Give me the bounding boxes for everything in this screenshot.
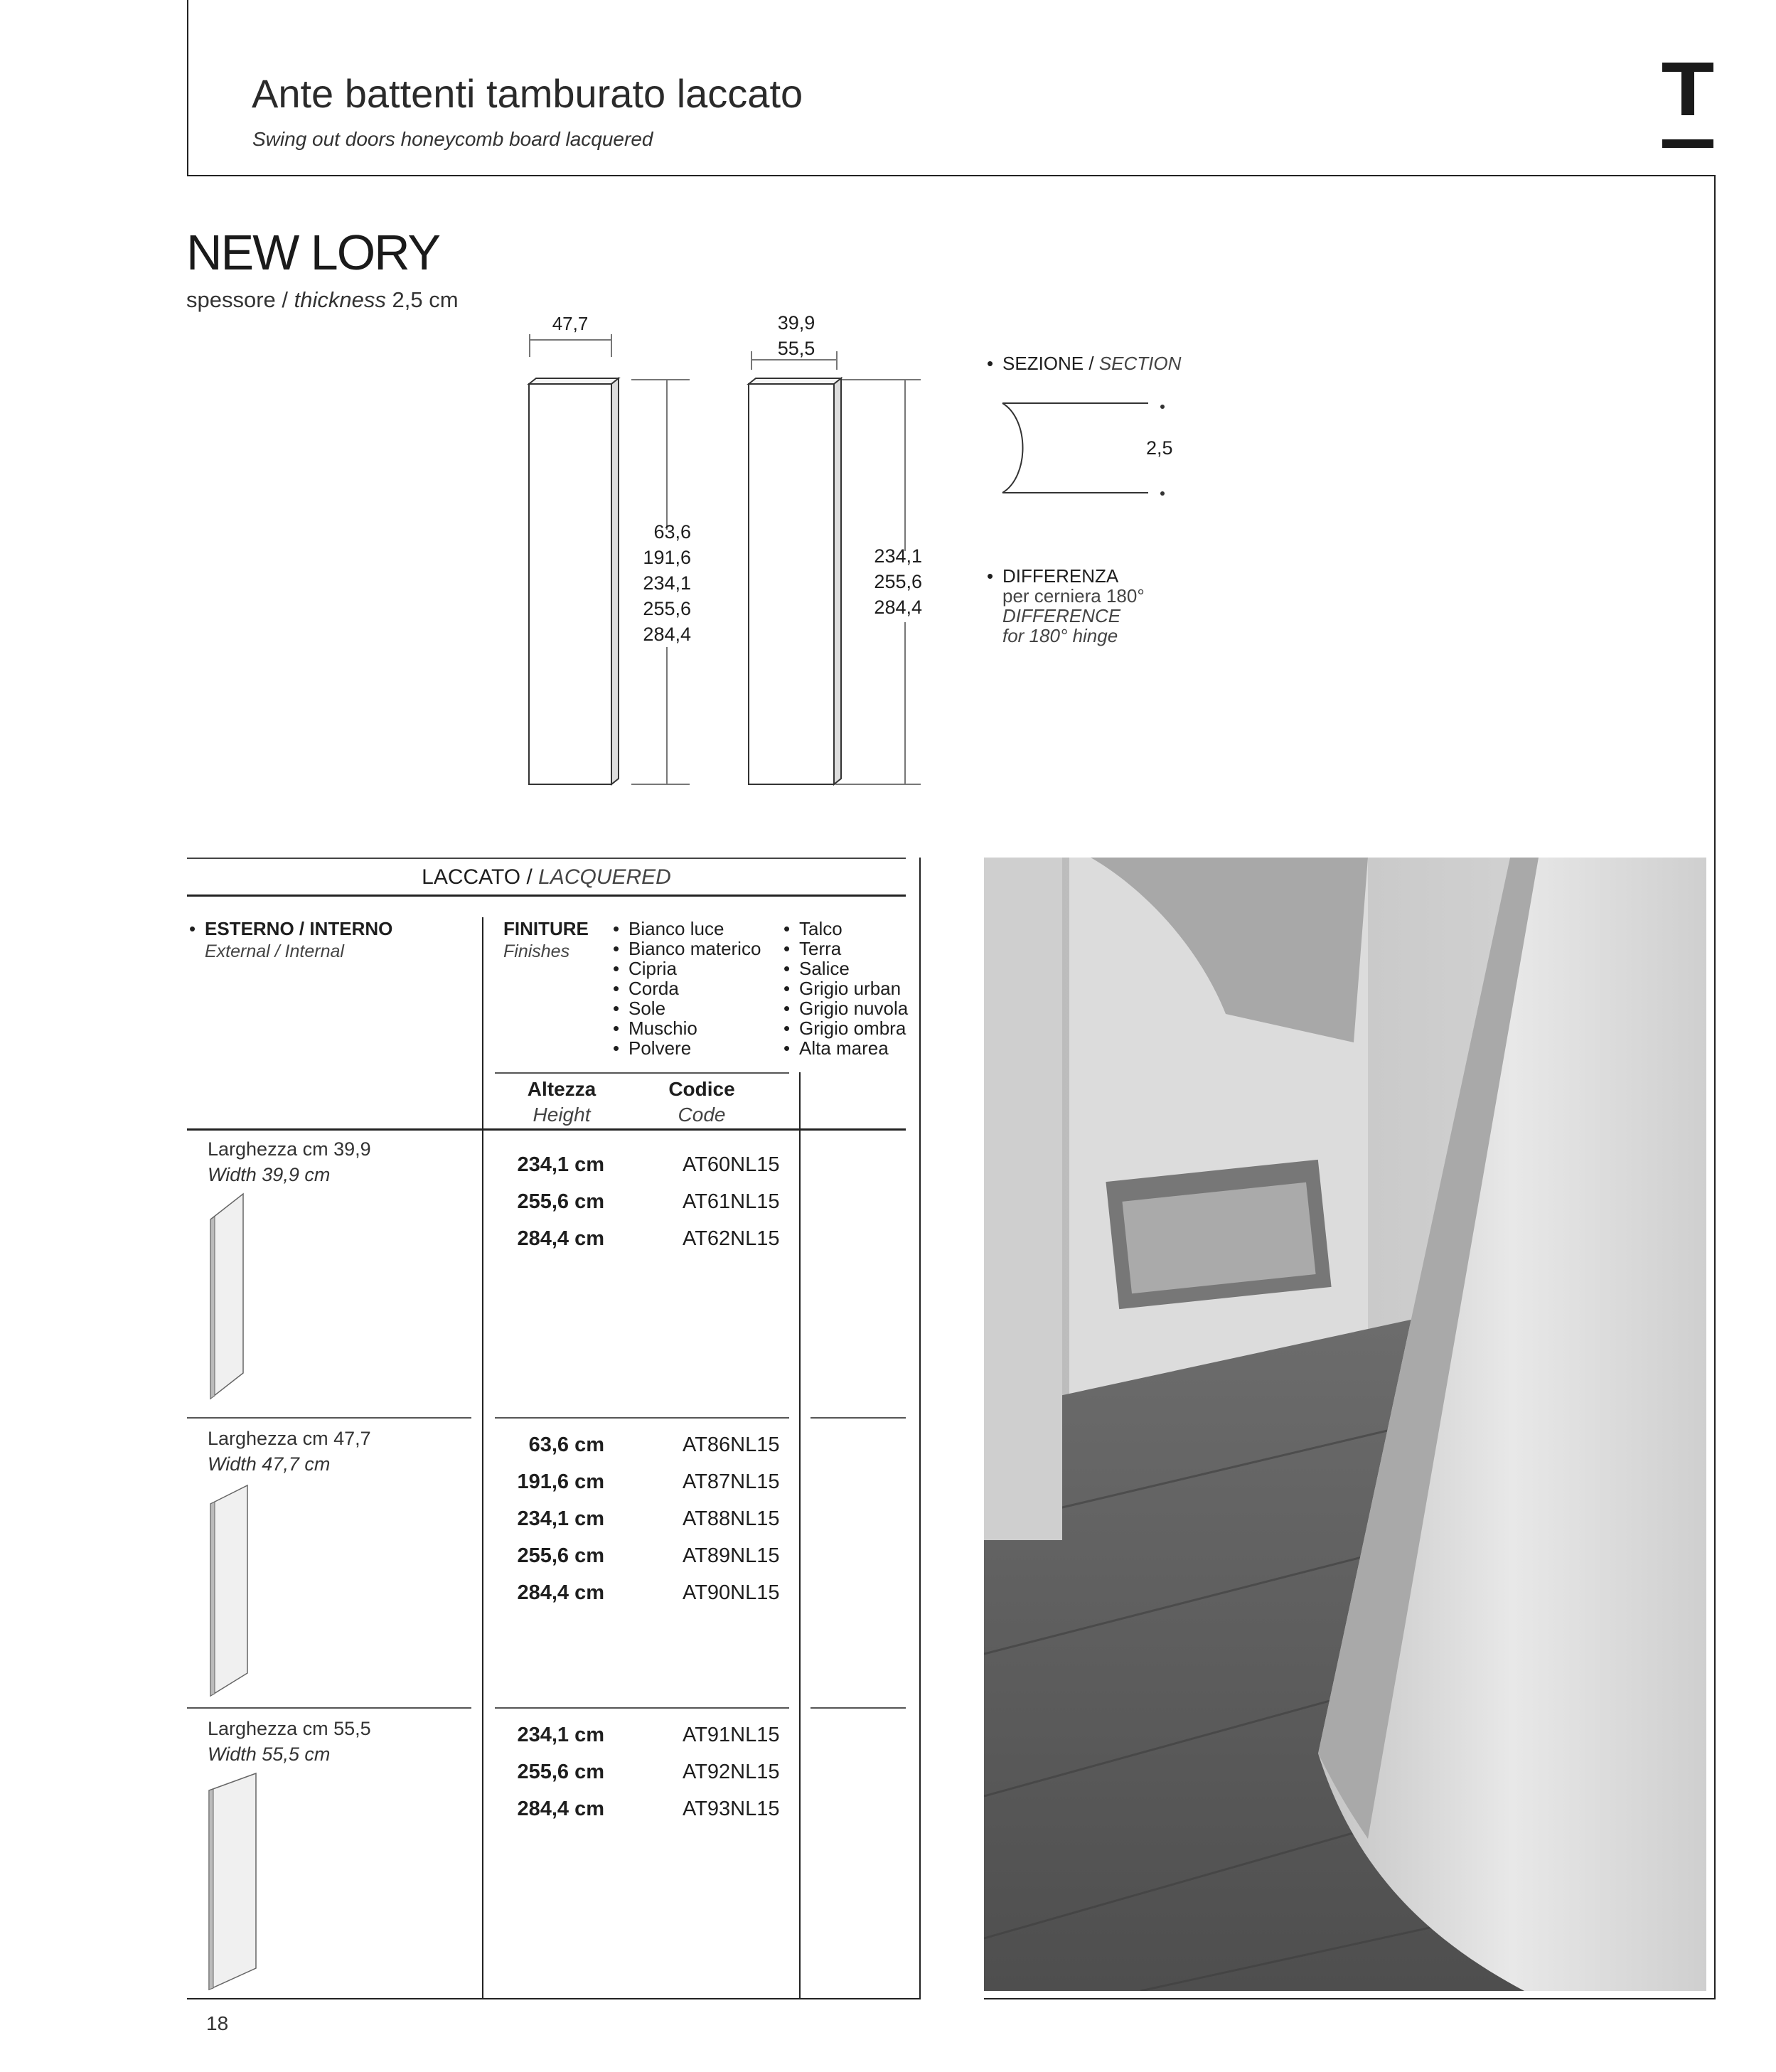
finish-item: • Sole <box>628 998 761 1018</box>
finishes-label: FINITURE Finishes <box>503 918 589 961</box>
page-number: 18 <box>206 2012 229 2034</box>
frame-right <box>1714 175 1716 1999</box>
finish-item: • Corda <box>628 978 761 998</box>
finish-item: • Bianco luce <box>628 919 761 939</box>
section-value: 2,5 <box>1146 437 1173 459</box>
finish-item: • Polvere <box>628 1038 761 1058</box>
col-code-header: Codice Code <box>668 1078 735 1126</box>
brand-logo <box>1661 55 1718 151</box>
page-title: Ante battenti tamburato laccato <box>252 71 803 116</box>
group-label: Larghezza cm 39,9 Width 39,9 cm <box>208 1138 371 1185</box>
product-thickness: spessore / thickness 2,5 cm <box>186 287 459 312</box>
group-separator <box>187 1707 471 1709</box>
table-heading-rule <box>187 895 906 897</box>
group-label: Larghezza cm 55,5 Width 55,5 cm <box>208 1718 371 1765</box>
finish-item: • Muschio <box>628 1018 761 1038</box>
door-thumbnail <box>205 1771 262 1994</box>
door-thumbnail <box>206 1191 256 1404</box>
finish-item: • Talco <box>799 919 908 939</box>
door1-height-list: 63,6 191,6 234,1 255,6 284,4 <box>643 521 691 645</box>
section-label: • SEZIONE / SECTION <box>1002 353 1181 375</box>
frame-left-top <box>187 0 188 176</box>
photo-bottom-rule <box>984 1998 1716 1999</box>
col-height-header: Altezza Height <box>527 1078 597 1126</box>
door2-height-list: 234,1 255,6 284,4 <box>874 545 922 618</box>
product-photo <box>984 858 1706 1991</box>
door-thumbnail <box>206 1483 256 1699</box>
product-name: NEW LORY <box>186 225 440 280</box>
difference-note: • DIFFERENZA per cerniera 180° DIFFERENCE for 180° hinge <box>1002 566 1145 646</box>
brand-logo-t-icon <box>1661 55 1718 151</box>
group-separator <box>187 1417 471 1419</box>
door2-width-list: 39,9 55,5 <box>777 312 815 359</box>
group-separator <box>811 1417 906 1419</box>
finishes-list-1 <box>628 919 761 1058</box>
finish-item: • Salice <box>799 958 908 978</box>
table-col-divider-2 <box>799 1072 801 1999</box>
frame-header-rule <box>187 175 1716 176</box>
page-subtitle: Swing out doors honeycomb board lacquered <box>252 128 653 150</box>
table-col-divider-1 <box>482 917 483 1999</box>
group-separator <box>495 1707 789 1709</box>
finish-item: • Alta marea <box>799 1038 908 1058</box>
finish-item: • Grigio nuvola <box>799 998 908 1018</box>
door-photo-illustration <box>984 858 1706 1991</box>
ext-int-label: • ESTERNO / INTERNO External / Internal <box>205 917 392 963</box>
table-bottom-rule <box>187 1998 921 1999</box>
finish-item: • Grigio urban <box>799 978 908 998</box>
door1-width-label: 47,7 <box>552 313 589 334</box>
finish-item: • Terra <box>799 939 908 958</box>
table-right-border <box>919 858 921 1999</box>
colheader-top-rule <box>495 1072 789 1074</box>
group-separator <box>811 1707 906 1709</box>
group-separator <box>495 1417 789 1419</box>
finishes-list-2 <box>799 919 908 1058</box>
colheader-bottom-rule <box>187 1128 906 1131</box>
finish-item: • Grigio ombra <box>799 1018 908 1038</box>
group-label: Larghezza cm 47,7 Width 47,7 cm <box>208 1428 371 1475</box>
finish-item: • Cipria <box>628 958 761 978</box>
table-heading: LACCATO / LACQUERED <box>422 865 671 889</box>
finish-item: • Bianco materico <box>628 939 761 958</box>
table-top-rule <box>187 858 906 859</box>
